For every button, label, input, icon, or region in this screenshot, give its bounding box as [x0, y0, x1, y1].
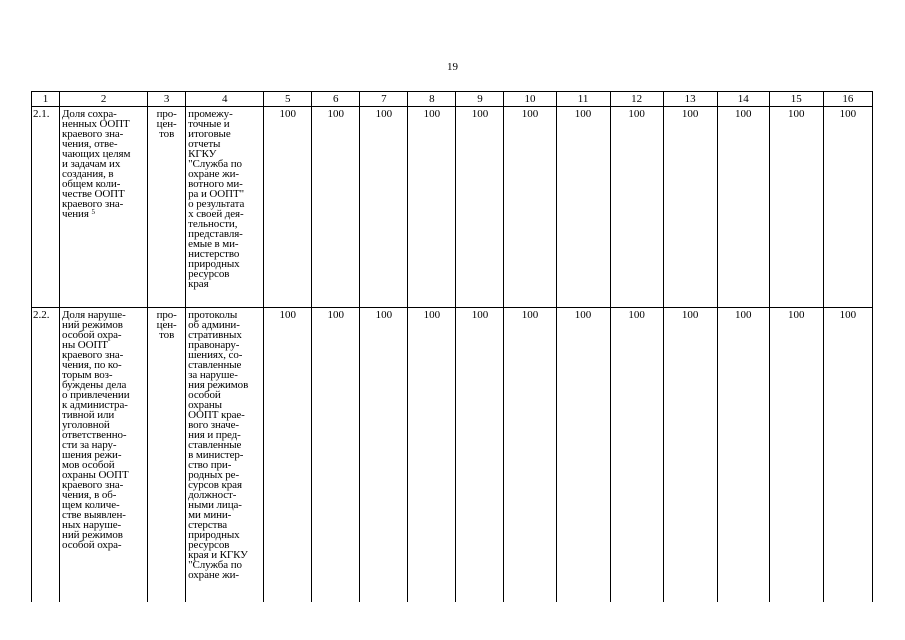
row-number: 2.2. — [32, 308, 60, 603]
value-cell: 100 — [610, 308, 663, 603]
column-header: 16 — [823, 92, 872, 107]
page-number: 19 — [447, 61, 458, 73]
value-cell: 100 — [823, 107, 872, 308]
column-header: 10 — [504, 92, 556, 107]
column-header: 8 — [408, 92, 456, 107]
column-header: 12 — [610, 92, 663, 107]
unit-of-measure: про- цен- тов — [148, 308, 186, 603]
column-header: 14 — [717, 92, 769, 107]
value-cell: 100 — [717, 107, 769, 308]
column-header: 15 — [769, 92, 823, 107]
footnote-marker: 5 — [91, 208, 95, 216]
value-cell: 100 — [264, 308, 312, 603]
column-header: 7 — [360, 92, 408, 107]
data-source: протоколы об админи- стративных правонару- шениях, со- ставленные за наруше- ния режимов особой охраны ООПТ крае- вого значе- ния и пред- ставленные в министер- ство при- родных ре- сурсов края должност- ными лица- ми мини- стерства природных ресурсов края и КГКУ "Служба по охране жи- — [186, 308, 264, 603]
table-row — [32, 308, 873, 603]
value-cell: 100 — [456, 107, 504, 308]
indicator-text: Доля сохра- ненных ООПТ краевого зна- чения, отве- чающих целям и задачам их создания, в общем коли- честве ООПТ краевого зна- чения — [62, 108, 131, 220]
value-cell: 100 — [264, 107, 312, 308]
value-cell: 100 — [717, 308, 769, 603]
table-row — [32, 107, 873, 308]
row-number: 2.1. — [32, 107, 60, 308]
value-cell: 100 — [823, 308, 872, 603]
column-header: 3 — [148, 92, 186, 107]
column-header: 11 — [556, 92, 610, 107]
column-header: 6 — [312, 92, 360, 107]
value-cell: 100 — [663, 308, 717, 603]
value-cell: 100 — [556, 308, 610, 603]
indicator-name: Доля наруше- ний режимов особой охра- ны ООПТ краевого зна- чения, по ко- торым воз- буждены дела о привлечении к администра- тивной или уголовной ответственно- сти за нару- шения режи- мов особой охраны ООПТ краевого зна- чения, в об- щем количе- стве выявлен- ных наруше- ний режимов особой охра- — [60, 308, 148, 603]
column-header: 4 — [186, 92, 264, 107]
value-cell: 100 — [769, 107, 823, 308]
value-cell: 100 — [312, 308, 360, 603]
indicator-name — [60, 107, 148, 308]
value-cell: 100 — [456, 308, 504, 603]
data-source: промежу- точные и итоговые отчеты КГКУ "Служба по охране жи- вотного ми- ра и ООПТ" о результата х своей дея- тельности, представля- емые в ми- нистерство природных ресурсов края — [186, 107, 264, 308]
value-cell: 100 — [610, 107, 663, 308]
unit-of-measure: про- цен- тов — [148, 107, 186, 308]
column-header: 13 — [663, 92, 717, 107]
column-header: 9 — [456, 92, 504, 107]
column-header: 5 — [264, 92, 312, 107]
value-cell: 100 — [408, 107, 456, 308]
column-header: 1 — [32, 92, 60, 107]
value-cell: 100 — [663, 107, 717, 308]
value-cell: 100 — [556, 107, 610, 308]
value-cell: 100 — [504, 107, 556, 308]
table-header-row — [32, 92, 873, 107]
value-cell: 100 — [769, 308, 823, 603]
value-cell: 100 — [360, 308, 408, 603]
indicators-table — [31, 91, 873, 602]
value-cell: 100 — [312, 107, 360, 308]
value-cell: 100 — [360, 107, 408, 308]
value-cell: 100 — [408, 308, 456, 603]
column-header: 2 — [60, 92, 148, 107]
value-cell: 100 — [504, 308, 556, 603]
